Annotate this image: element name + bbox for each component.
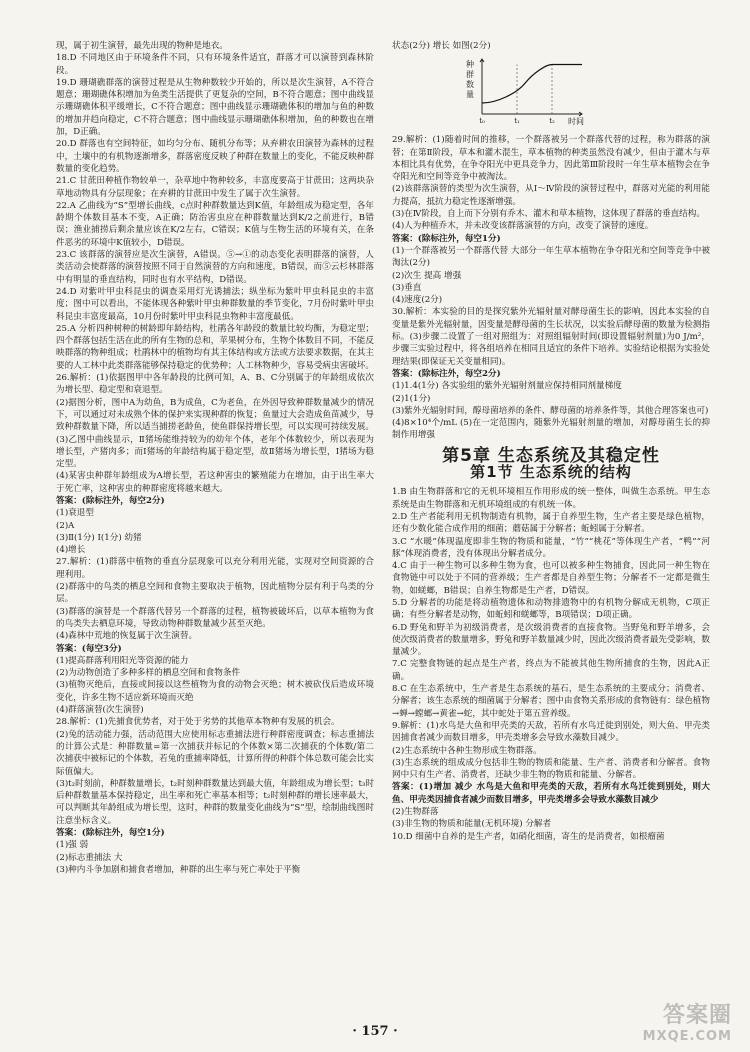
x-tick-label: t₁ bbox=[514, 117, 520, 126]
right-paragraph: 29.解析：(1)随着时间的推移，一个群落被另一个群落代替的过程，称为群落的演替；在第Ⅱ阶段，草本和灌木混生，草本植物的种类虽然没有减少，但由于灌木与草本相比具有优势，在争夺阳光中更具竞争力，因此第Ⅲ阶段时一年生草本植物会在争夺阳光和空间等竞争中被淘汰。 bbox=[392, 135, 710, 183]
left-paragraph: (3)t₂时刻前，种群数量增长，t₂时刻种群数量达到最大值，年龄组成为增长型；t₃时后种群数量基本保持稳定，出生率和死亡率基本相等；t₂时刻种群的增长速率最大，可以判断其年龄组成为增长型，这时，种群的数量变化曲线为“S”型，绘制曲线图时注意坐标含义。 bbox=[56, 778, 374, 826]
left-paragraph: (2)据图分析，图中A为幼鱼，B为成鱼，C为老鱼，在外因导致种群数量减少的情况下，可以通过对未成熟个体的保护来实现种群的恢复；鱼量过大会造成鱼苗减少，导致种群数量下降，所以适当捕捞老龄鱼，使鱼群保持增长型，可以实现可持续发展。 bbox=[56, 397, 374, 433]
right-paragraph: (3)垂直 bbox=[392, 282, 422, 293]
left-paragraph: 答案：(每空3分) bbox=[56, 643, 122, 654]
right-top-paragraph: 状态(2分) 增长 如图(2分) bbox=[392, 41, 491, 51]
right-column bbox=[392, 40, 710, 843]
left-paragraph: (4)群落演替(次生演替) bbox=[56, 705, 144, 716]
right-paragraph: (4)8×10⁴个/mL (5)在一定范围内，随紫外光辐射剂量的增加，对醇母菌生长的抑制作用增强 bbox=[392, 418, 710, 441]
left-paragraph: (3)种内斗争加剧和捕食者增加，种群的出生率与死亡率处于平衡 bbox=[56, 864, 301, 875]
right-paragraph: (3)紫外光辐射时间，醇母菌培养的条件、酵母菌的培养条件等，其他合理答案也可) bbox=[392, 405, 709, 416]
right-paragraph: 答案：(除标注外，每空1分) bbox=[392, 233, 501, 244]
left-paragraph: 23.C 该群落的演替应是次生演替，A错误。⑤→①的动态变化表明群落的演替，人类活动会使群落的演替按照不同于自然演替的方向和速度，B错误，而⑤云杉林群落中有明显的垂直结构，同时也有水平结构，D错误。 bbox=[56, 250, 374, 285]
left-paragraph: 25.A 分析四种树种的树龄即年龄结构，杜鹃各年龄段的数量比较均衡，为稳定型；四个群落包括生活在此的所有生物的总和，苹果树分布，生物个体数目不同，不能反映群落的物种组成；杜鹃林中的植物均有其主体结构或方法或方法要求数据，在其主要的人工林中此类群落能够保持稳定的优势种；人工林物种少，容易受病虫害破坏。 bbox=[56, 323, 374, 371]
y-axis-label-char: 群 bbox=[466, 70, 474, 80]
right-bottom-paragraph: (3)非生物的物质和能量(无机环境) 分解者 bbox=[392, 819, 552, 830]
chart-svg bbox=[452, 52, 602, 130]
right-paragraph: (2)次生 提高 增强 bbox=[392, 270, 462, 281]
left-paragraph: 19.D 珊瑚礁群落的演替过程是从生物种数较少开始的，所以是次生演替，A不符合题意；珊瑚礁体积增加为鱼类生活提供了更复杂的空间，B不符合题意；图中曲线显示珊瑚礁体积平缓增长，C不符合题意；图中曲线显示珊瑚礁体积的增加与鱼的种数的增加并趋向稳定，C不符合题意；图中曲线显示珊瑚礁体积增加，鱼的种数也在增加，D正确。 bbox=[56, 77, 374, 138]
left-paragraph: 现，属于初生演替，最先出现的物种是地衣。 bbox=[56, 41, 228, 51]
right-paragraph: 答案：(除标注外，每空2分) bbox=[392, 368, 501, 379]
left-paragraph: (2)A bbox=[56, 520, 75, 531]
right-bottom-paragraph: 9.解析：(1)水鸟是大鱼和甲壳类的天敌，若所有水鸟迁徙到别处，则大鱼、甲壳类因捕食者减少而数目增多，甲壳类增多会导致水藻数目减少。 bbox=[392, 720, 710, 744]
right-paragraph: (4)人为种植乔木，并未改变该群落演替的方向，改变了演替的速度。 bbox=[392, 221, 654, 232]
y-axis-label-char: 种 bbox=[466, 60, 474, 70]
left-paragraph: (2)兔的活动能力强，活动范围大应使用标志重捕法进行种群密度调查；标志重捕法的计算公式是：种群数量=第一次捕获并标记的个体数×第二次捕获的个体数/第二次捕获中被标记的个体数，若兔的重捕率降低，计算所得的种群个体总数可能会比实际值偏大。 bbox=[56, 729, 374, 777]
right-paragraph: (4)速度(2分) bbox=[392, 295, 443, 306]
watermark-bottom: MXQE.COM bbox=[642, 1029, 732, 1044]
x-tick-label: t₂ bbox=[549, 117, 555, 126]
left-paragraph: 20.D 群落也有空间特征，如均匀分布、随机分布等；从弃耕农田演替为森林的过程中，土壤中的有机物逐渐增多，群落密度反映了种群在数量上的变化，不能反映种群数量的变化趋势。 bbox=[56, 139, 374, 174]
watermark-top: 答案圈 bbox=[662, 1003, 732, 1028]
left-paragraph: (1)提高群落利用阳光等资源的能力 bbox=[56, 655, 189, 666]
left-paragraph: 26.解析：(1)依据图甲中各年龄段的比例可知，A、B、C分别属于的年龄组成依次为增长型、稳定型和衰退型。 bbox=[56, 373, 374, 396]
left-paragraph: 18.D 不同地区由于环境条件不同，只有环境条件适宜，群落才可以演替到森林阶段。 bbox=[56, 53, 374, 76]
right-paragraph: (1)一个群落被另一个群落代替 大部分一年生草本植物在争夺阳光和空间等竞争中被淘汰(2分) bbox=[392, 245, 710, 269]
left-paragraph: 24.D 对紫叶甲虫科昆虫的调查采用灯光诱捕法；纵坐标为紫叶甲虫科昆虫的丰富度；图中可以看出，不能体现各种紫叶甲虫种群数量的季节变化，7月份时紫叶甲虫科昆虫丰富度最高，10月份时紫叶甲虫科昆虫物种丰富度最低。 bbox=[56, 286, 374, 322]
right-bottom-paragraph: 10.D 细菌中自养的是生产者，如硝化细菌，寄生的是消费者，如根瘤菌 bbox=[392, 831, 665, 842]
right-bottom-paragraph: 5.D 分解者的功能是将动植物遗体和动物排遗物中的有机物分解成无机物，C项正确；有些分解者是动物，如蚯蚓和蜣螂等，B项错误；D项正确。 bbox=[392, 597, 710, 621]
right-paragraph: (3)在Ⅳ阶段，自上而下分别有乔木、灌木和草本植物，这体现了群落的垂直结构。 bbox=[392, 209, 705, 220]
left-paragraph: (3)Ⅱ(1分) Ⅰ(1分) 幼猪 bbox=[56, 532, 142, 543]
left-paragraph: (2)群落中的鸟类的栖息空间和食物主要取决于植物，因此植物分层有利于鸟类的分层。 bbox=[56, 582, 374, 605]
population-growth-chart bbox=[392, 52, 710, 130]
right-bottom-paragraph: 6.D 野兔和野羊为初级消费者，是次级消费者的直接食物。当野兔和野羊增多，会使次级消费者的数量增多，野兔和野羊数量减少时，因此次级消费者最先受影响，数量减少。 bbox=[392, 622, 710, 658]
right-bottom-paragraph: 答案：(1)增加 减少 水鸟是大鱼和甲壳类的天敌，若所有水鸟迁徙到别处，则大鱼、甲壳类因捕食者减少而数目增多，甲壳类增多会导致水藻数目减少 bbox=[392, 782, 710, 805]
left-paragraph: (3)乙图中曲线显示，Ⅱ猪场能维持较为的幼年个体，老年个体数较少，所以表现为增长型，产猪肉多；而Ⅰ猪场的年龄结构属于稳定型，故Ⅱ猪场为增长型，Ⅰ猪场为稳定型。 bbox=[56, 434, 374, 470]
left-paragraph: 27.解析：(1)群落中植物的垂直分层现象可以充分利用光能，实现对空间资源的合理利用。 bbox=[56, 557, 374, 580]
right-paragraph: (1)1.4(1分) 各实验组的紫外光辐射剂量应保持相同剂量梯度 bbox=[392, 381, 622, 392]
watermark-logo bbox=[643, 998, 732, 1044]
left-paragraph: (1)强 弱 bbox=[56, 840, 89, 851]
right-bottom-paragraph: (2)生物群落 bbox=[392, 807, 439, 818]
left-paragraph: 答案：(除标注外，每空2分) bbox=[56, 495, 165, 506]
right-bottom-paragraph: (3)生态系统的组成成分包括非生物的物质和能量、生产者、消费者和分解者。食物网中只有生产者、消费者，还缺少非生物的物质和能量、分解者。 bbox=[392, 757, 710, 781]
series-line bbox=[482, 65, 582, 104]
y-axis-label-char: 数 bbox=[466, 80, 474, 90]
left-paragraph: 21.C 甘蔗田种植作物较单一，杂草地中物种较多，丰富度要高于甘蔗田；这两块杂草地动物具有分层现象；在弃耕的甘蔗田中发生了属于次生演替。 bbox=[56, 176, 374, 199]
right-paragraph: (2)1(1分) bbox=[392, 393, 431, 404]
left-paragraph: (3)植物灭绝后，直接或间接以这些植物为食的动物会灭绝；树木被砍伐后造成环境变化，许多生物不适应新环境而灭绝 bbox=[56, 680, 374, 703]
right-bottom-paragraph: 2.D 生产者能利用无机物制造有机物，属于自养型生物，生产者主要是绿色植物，还有少数化能合成作用的细菌；蘑菇属于分解者；蚯蚓属于分解者。 bbox=[392, 511, 710, 535]
left-paragraph: 28.解析：(1)先捕食优势者，对于处于劣势的其他草本物种有发展的机会。 bbox=[56, 717, 340, 728]
left-column bbox=[56, 40, 374, 876]
page-number: · 157 · bbox=[352, 1024, 398, 1039]
left-paragraph: (4)森林中荒地的恢复属于次生演替。 bbox=[56, 631, 198, 642]
right-bottom-paragraph: 4.C 由于一种生物可以多种生物为食，也可以被多种生物捕食，因此同一种生物在食物链中可以处于不同的营养级；生产者都是自养型生物；分解者不一定都是微生物，如蜣螂，B错误；自养生物都是生产者，D错误。 bbox=[392, 561, 710, 596]
x-axis-label: 时间 bbox=[568, 117, 584, 127]
chapter-title: 第5章 生态系统及其稳定性 bbox=[442, 445, 660, 466]
right-bottom-paragraph: 8.C 在生态系统中，生产者是生态系统的基石，是生态系统的主要成分；消费者、分解者；该生态系统的细菌属于分解者；图中由食物关系形成的食物链有：绿色植物→蝉→螳螂→黄雀→蛇，其中蛇处于第五营养级。 bbox=[392, 684, 710, 719]
right-bottom-paragraph: 3.C “水暖”体现温度即非生物的物质和能量，“竹”“桃花”等体现生产者，“鸭”“河豚”体现消费者，没有体现出分解者成分。 bbox=[392, 536, 710, 559]
right-paragraph: 30.解析：本实验的目的是探究紫外光辐射量对酵母菌生长的影响，因此本实验的自变量是紫外光辐射量，因变量是酵母菌的生长状况，以实验后酵母菌的数量为检测指标。(3)步骤二设置了一组对照组为：对照组辐射时间(即设置辐射剂量)为0 J/m²，步骤三实验过程中，将各组培养在相同且适宜的条件下培养。实验结论根据为实验处理结果(即保证无关变量相同)。 bbox=[392, 307, 710, 367]
left-paragraph: 22.A 乙曲线为“S”型增长曲线，c点时种群数量达到K值，年龄组成为稳定型，各年龄期个体数目基本不变，A正确；防治害虫应在种群数量达到K/2之前进行，B错误；渔业捕捞后剩余量应该在K/2左右，C错误；K值与生物生活的环境有关，在条件恶劣的环境中K值较小，D错误。 bbox=[56, 200, 374, 248]
section-title: 第1节 生态系统的结构 bbox=[470, 463, 632, 482]
left-paragraph: (4)增长 bbox=[56, 545, 86, 556]
left-paragraph: (2)标志重捕法 大 bbox=[56, 852, 123, 863]
left-paragraph: (4)某害虫种群年龄组成为A增长型，若这种害虫的繁殖能力在增加，由于出生率大于死亡率，这种害虫的种群密度将越来越大。 bbox=[56, 471, 374, 494]
left-paragraph: (2)为动物创造了多种多样的栖息空间和食物条件 bbox=[56, 668, 241, 679]
right-bottom-paragraph: 7.C 完整食物链的起点是生产者，终点为不能被其他生物所捕食的生物，因此A正确。 bbox=[392, 659, 710, 682]
y-axis-label-char: 量 bbox=[466, 90, 474, 100]
right-bottom-paragraph: 1.B 由生物群落和它的无机环境相互作用形成的统一整体，叫做生态系统。甲生态系统是由生物群落和无机环境组成的有机统一体。 bbox=[392, 487, 710, 510]
right-bottom-paragraph: (2)生态系统中各种生物形成生物群落。 bbox=[392, 745, 542, 756]
left-paragraph: 答案：(除标注外，每空1分) bbox=[56, 828, 165, 838]
right-paragraph: (2)该群落演替的类型为次生演替，从Ⅰ～Ⅳ阶段的演替过程中，群落对光能的利用能力提高，抵抗力稳定性逐渐增强。 bbox=[392, 184, 710, 207]
left-paragraph: (1)衰退型 bbox=[56, 508, 94, 519]
left-paragraph: (3)群落的演替是一个群落代替另一个群落的过程，植物被破坏后，以草本植物为食的鸟类失去栖息环境，导致动物种群数量减少甚至灭绝。 bbox=[56, 606, 374, 629]
x-tick-label: t₀ bbox=[479, 117, 485, 126]
